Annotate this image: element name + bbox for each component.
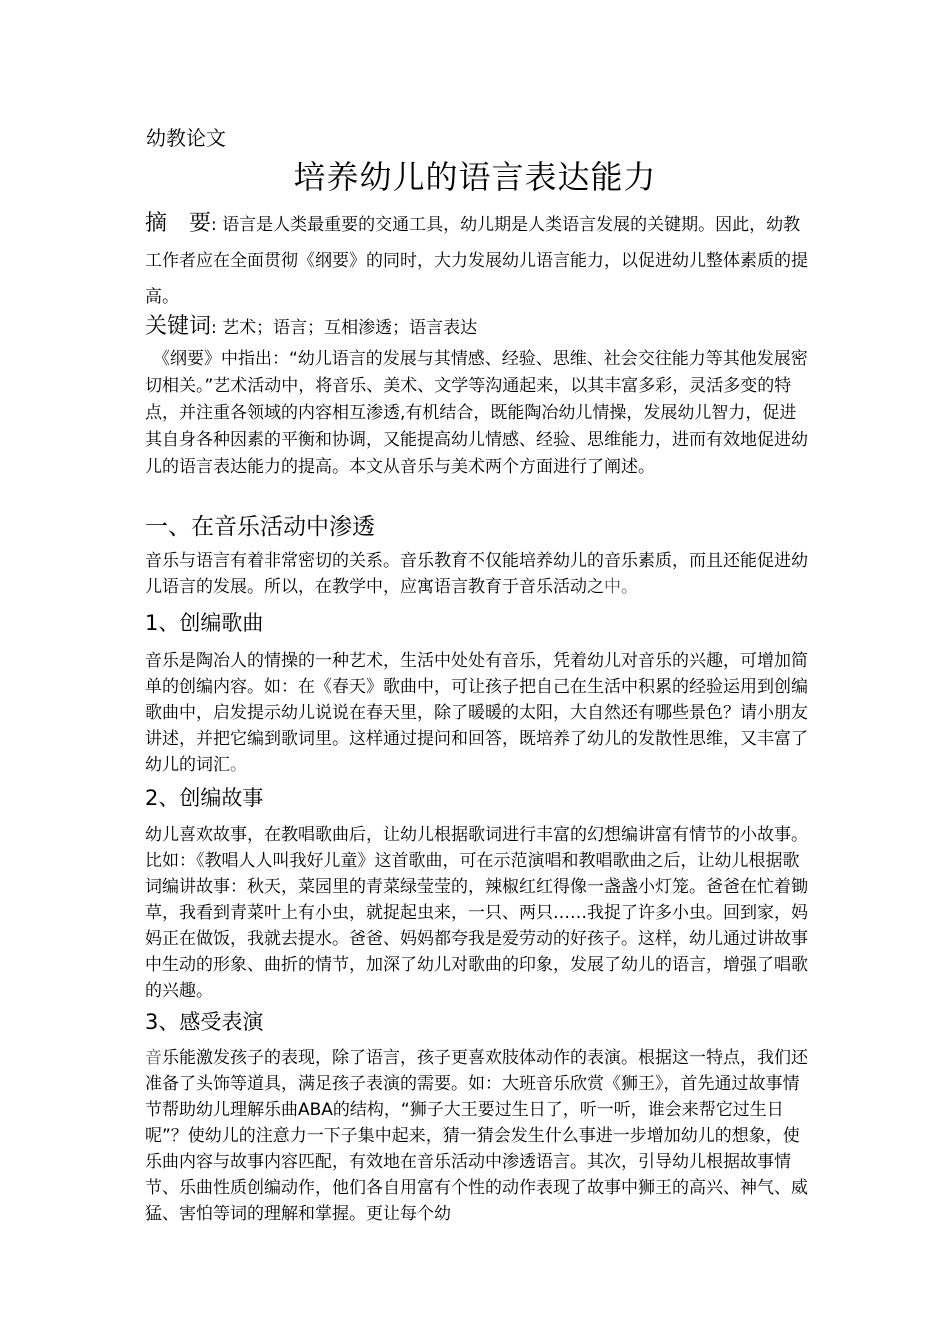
section-music-text: 音乐与语言有着非常密切的关系。音乐教育不仅能培养幼儿的音乐素质，而且还能促进幼儿语言的发展。所以，在教学中，应寓语言教育于音乐活动之 <box>145 551 808 597</box>
feel-perform-text: 乐能激发孩子的表现，除了语言，孩子更喜欢肢体动作的表演。根据这一特点，我们还准备了头饰等道具，满足孩子表演的需要。如：大班音乐欣赏《狮王》，首先通过故事情节帮助幼儿理解乐曲ABA的结构，“狮子大王要过生日了，听一听，谁会来帮它过生日呢”？使幼儿的注意力一下子集中起来，猜一猜会发生什么事进一步增加幼儿的想象，使乐曲内容与故事内容匹配，有效地在音乐活动中渗透语言。其次，引导幼儿根据故事情节、乐曲性质创编动作，他们各自用富有个性的动作表现了故事中狮王的高兴、神气、威猛、害怕等词的理解和掌握。更让每个幼 <box>145 1048 808 1224</box>
document-category: 幼教论文 <box>146 126 226 150</box>
document-title: 培养幼儿的语言表达能力 <box>293 158 657 196</box>
keywords-text: : 艺术；语言；互相渗透；语言表达 <box>211 318 478 338</box>
create-songs-paragraph <box>145 648 808 778</box>
feel-perform-paragraph <box>145 1045 808 1227</box>
abstract-paragraph <box>145 206 808 315</box>
create-songs-text: 音乐是陶冶人的情操的一种艺术，生活中处处有音乐，凭着幼儿对音乐的兴趣，可增加简单的创编内容。如：在《春天》歌曲中，可让孩子把自己在生活中积累的经验运用到创编歌曲中，启发提示幼儿说说在春天里，除了暖暖的太阳，大自然还有哪些景色？请小朋友讲述，并把它编到歌词里。这样通过提问和回答，既培养了幼儿的发散性思维，又丰富了幼儿的词汇 <box>145 651 808 775</box>
keywords-label: 关键词 <box>145 314 212 339</box>
create-songs-tail: 。 <box>230 755 247 775</box>
intro-paragraph: 《纲要》中指出：“幼儿语言的发展与其情感、经验、思维、社会交往能力等其他发展密切相关。”艺术活动中，将音乐、美术、文学等沟通起来，以其丰富多彩，灵活多变的特点，并注重各领域的内容相互渗透,有机结合，既能陶冶幼儿情操，发展幼儿智力，促进其自身各种因素的平衡和协调，又能提高幼儿情感、经验、思维能力，进而有效地促进幼儿的语言表达能力的提高。本文从音乐与美术两个方面进行了阐述。 <box>145 349 808 477</box>
abstract-text: : 语言是人类最重要的交通工具，幼儿期是人类语言发展的关键期。因此，幼教工作者应在全面贯彻《纲要》的同时，大力发展幼儿语言能力，以促进幼儿整体素质的提高。 <box>145 215 808 307</box>
keywords-paragraph <box>145 310 808 345</box>
section-music-tail: 中。 <box>604 577 638 597</box>
subheading-create-stories: 2、创编故事 <box>145 786 264 810</box>
abstract-label: 摘 要 <box>145 211 212 236</box>
section-heading-music: 一、在音乐活动中渗透 <box>145 514 375 540</box>
subheading-create-songs: 1、创编歌曲 <box>145 611 264 635</box>
create-stories-paragraph: 幼儿喜欢故事，在教唱歌曲后，让幼儿根据歌词进行丰富的幻想编讲富有情节的小故事。比如：《教唱人人叫我好儿童》这首歌曲，可在示范演唱和教唱歌曲之后，让幼儿根据歌词编讲故事：秋天，菜园里的青菜绿莹莹的，辣椒红红得像一盏盏小灯笼。爸爸在忙着锄草，我看到青菜叶上有小虫，就捉起虫来，一只、两只……我捉了许多小虫。回到家，妈妈正在做饭，我就去提水。爸爸、妈妈都夸我是爱劳动的好孩子。这样，幼儿通过讲故事中生动的形象、曲折的情节，加深了幼儿对歌曲的印象，发展了幼儿的语言，增强了唱歌的兴趣。 <box>145 825 808 1001</box>
subheading-feel-perform: 3、感受表演 <box>145 1010 264 1034</box>
section-music-paragraph <box>145 548 808 600</box>
feel-perform-first-char: 音 <box>145 1048 162 1068</box>
